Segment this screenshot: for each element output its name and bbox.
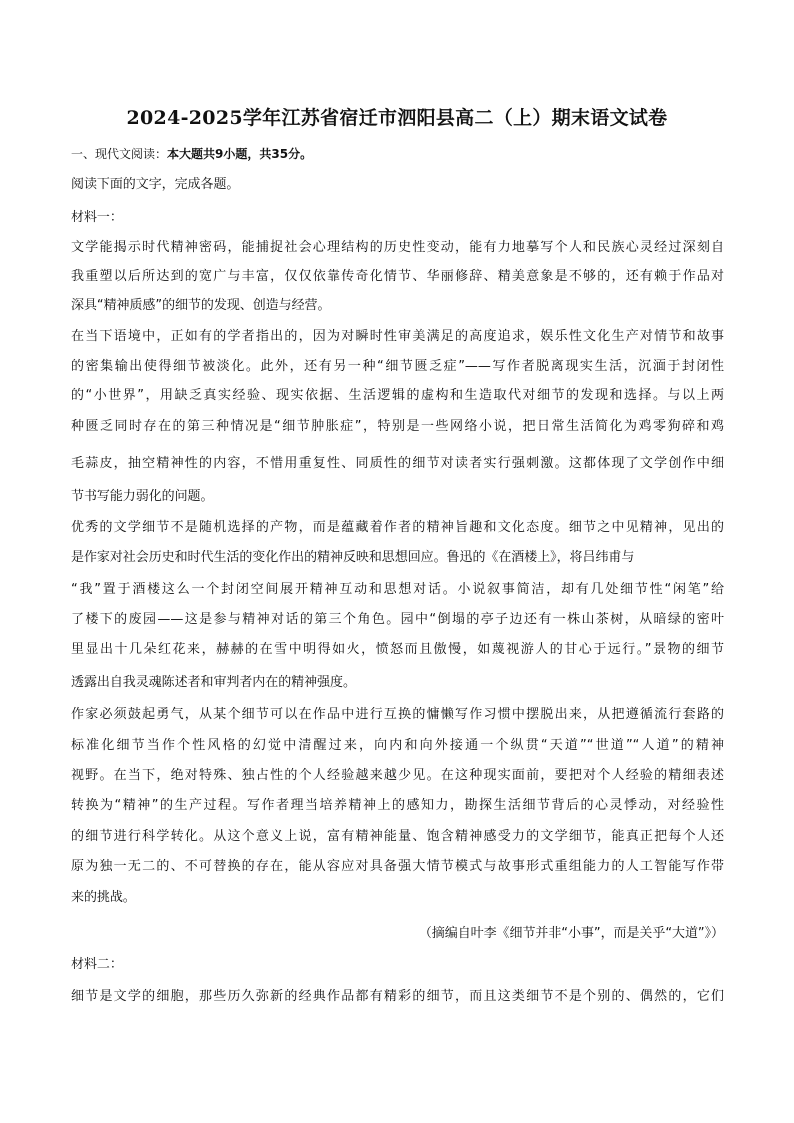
paragraph-line: 的细节进行科学转化。从这个意义上说，富有精神能量、饱含精神感受力的文学细节，能真正把每个人还 <box>71 829 724 844</box>
paragraph-line: 细节是文学的细胞，那些历久弥新的经典作品都有精彩的细节，而且这类细节不是个别的、偶然的，它们 <box>71 989 724 1004</box>
section-heading <box>71 146 312 162</box>
section-heading-bold <box>167 147 312 161</box>
paragraph-line: 我重塑以后所达到的宽广与丰富，仅仅依靠传奇化情节、华丽修辞、精美意象是不够的，还有赖于作品对 <box>71 269 724 284</box>
paragraph-line: 在当下语境中，正如有的学者指出的，因为对瞬时性审美满足的高度追求，娱乐性文化生产对情节和故事 <box>71 329 724 344</box>
paragraph-line: 透露出自我灵魂陈述者和审判者内在的精神强度。 <box>71 675 356 690</box>
paragraph-line: 来的挑战。 <box>71 890 136 905</box>
total-score: 35 <box>271 147 289 161</box>
paragraph-line: 里显出十几朵红花来，赫赫的在雪中明得如火，愤怒而且傲慢，如蔑视游人的甘心于远行。”景物的细节 <box>71 642 724 657</box>
paragraph-line: 的密集输出使得细节被淡化。此外，还有另一种“细节匮乏症”——写作者脱离现实生活，沉湎于封闭性 <box>71 359 724 374</box>
exam-title: 2024-2025学年江苏省宿迁市泗阳县高二（上）期末语文试卷 <box>126 107 668 129</box>
paragraph-line: 文学能揭示时代精神密码，能捕捉社会心理结构的历史性变动，能有力地摹写个人和民族心灵经过深刻自 <box>71 240 724 255</box>
paragraph-line: 是作家对社会历史和时代生活的变化作出的精神反映和思想回应。鲁迅的《在酒楼上》，将吕纬甫与 <box>71 550 635 565</box>
section-heading-prefix: 一、现代文阅读： <box>71 147 168 161</box>
section-heading-bold-part: 本大题共 <box>167 147 216 161</box>
paragraph-line: 原为独一无二的、不可替换的存在，能从容应对具备强大情节模式与故事形式重组能力的人工智能写作带 <box>71 859 724 874</box>
paragraph-line: 深具“精神质感”的细节的发现、创造与经营。 <box>71 298 331 313</box>
paragraph-line: 的“小世界”，用缺乏真实经验、现实依据、生活逻辑的虚构和生造取代对细节的发现和选择。与以上两 <box>71 388 724 403</box>
paragraph-line: 标准化细节当作个性风格的幻觉中清醒过来，向内和向外接通一个纵贯“天道”“世道”“人道”的精神 <box>71 738 724 753</box>
paragraph-line: 优秀的文学细节不是随机选择的产物，而是蕴藏着作者的精神旨趣和文化态度。细节之中见精神，见出的 <box>71 520 724 535</box>
section-heading-mid: 小题，共 <box>223 147 272 161</box>
section-heading-suffix: 分。 <box>288 147 313 161</box>
paragraph-line: 作家必须鼓起勇气，从某个细节可以在作品中进行互换的慵懒写作习惯中摆脱出来，从把遵循流行套路的 <box>71 707 724 722</box>
paragraph-line: 种匮乏同时存在的第三种情况是“细节肿胀症”，特别是一些网络小说，把日常生活简化为鸡零狗碎和鸡 <box>71 419 724 434</box>
paragraph-line: 转换为“精神”的生产过程。写作者理当培养精神上的感知力，勘探生活细节背后的心灵悸动，对经验性 <box>71 798 724 813</box>
paragraph-line: 节书写能力弱化的问题。 <box>71 489 214 504</box>
question-count: 9 <box>215 147 224 161</box>
source-citation: （摘编自叶李《细节并非“小事”，而是关乎“大道”》） <box>418 926 724 941</box>
instruction-line: 阅读下面的文字，完成各题。 <box>71 177 240 192</box>
paragraph-line: 视野。在当下，绝对特殊、独占性的个人经验越来越少见。在这种现实面前，要把对个人经验的精细表述 <box>71 768 724 783</box>
paragraph-line: 了楼下的废园——这是参与精神对话的第三个角色。园中“倒塌的亭子边还有一株山茶树，从暗绿的密叶 <box>71 612 724 627</box>
paragraph-line: “我”置于酒楼这么一个封闭空间展开精神互动和思想对话。小说叙事简洁，却有几处细节性“闲笔”给 <box>71 582 724 597</box>
paragraph-line: 毛蒜皮，抽空精神性的内容，不惜用重复性、同质性的细节对读者实行强刺激。这都体现了文学创作中细 <box>71 456 724 471</box>
material-two-label: 材料二： <box>71 957 123 972</box>
material-one-label: 材料一： <box>71 210 123 225</box>
